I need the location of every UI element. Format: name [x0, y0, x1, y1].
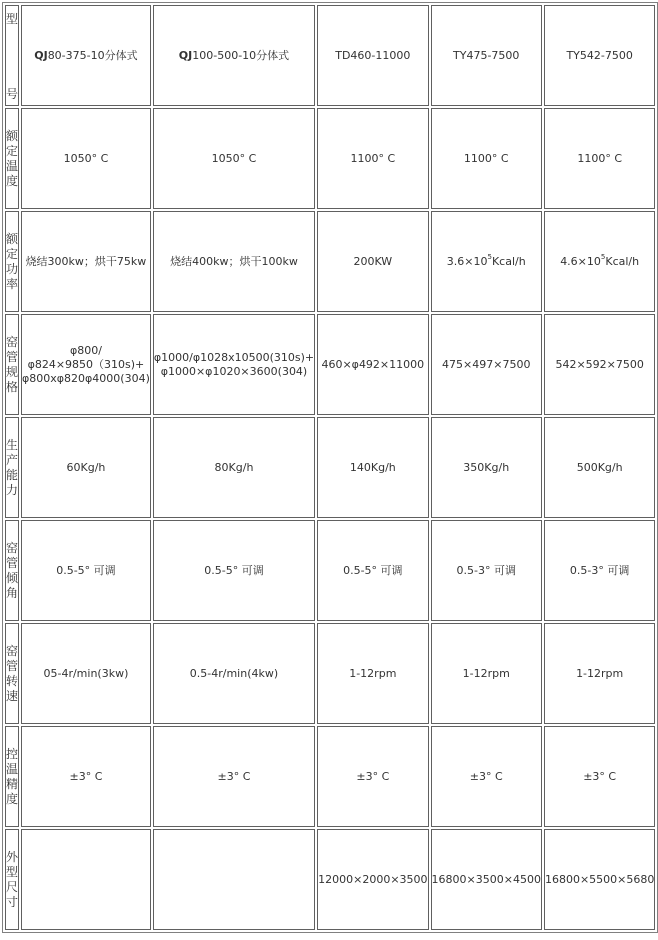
tube-spec-line: φ800xφ820φ4000(304): [22, 371, 150, 385]
cell-speed: 1-12rpm: [544, 623, 655, 724]
header-temp-accuracy: 控温精度: [5, 726, 19, 827]
row-dimensions: [5, 829, 655, 930]
model-name: 80-375-10分体式: [47, 48, 138, 62]
cell-temp-accuracy: ±3° C: [21, 726, 151, 827]
cell-tube-spec: [153, 314, 315, 415]
power-base: 4.6×10: [560, 254, 601, 268]
row-speed: [5, 623, 655, 724]
tube-spec-line: φ824×9850（310s)+: [27, 357, 145, 371]
cell-rated-temp: 1050° C: [153, 108, 315, 209]
cell-tube-spec: 542×592×7500: [544, 314, 655, 415]
row-model: [5, 5, 655, 106]
cell-rated-power: 烧结400kw；烘干100kw: [153, 211, 315, 312]
cell-dimensions: 12000×2000×3500: [317, 829, 428, 930]
cell-capacity: 80Kg/h: [153, 417, 315, 518]
power-exponent: 5: [600, 252, 606, 261]
cell-rated-temp: 1100° C: [431, 108, 542, 209]
cell-model: [431, 5, 542, 106]
cell-rated-temp: 1050° C: [21, 108, 151, 209]
model-name: TY542-7500: [566, 48, 633, 62]
cell-temp-accuracy: ±3° C: [153, 726, 315, 827]
spec-table: [2, 2, 658, 933]
header-rated-power: 额定功率: [5, 211, 19, 312]
cell-capacity: 500Kg/h: [544, 417, 655, 518]
header-rated-temp: 额定温度: [5, 108, 19, 209]
header-model: [5, 5, 19, 106]
cell-speed: 1-12rpm: [431, 623, 542, 724]
cell-dimensions: [153, 829, 315, 930]
row-tube-spec: [5, 314, 655, 415]
cell-tube-spec: 475×497×7500: [431, 314, 542, 415]
power-base: 3.6×10: [446, 254, 488, 268]
cell-dimensions: [21, 829, 151, 930]
header-model-bottom: 号: [6, 87, 19, 101]
row-temp-accuracy: [5, 726, 655, 827]
cell-tilt: 0.5-5° 可调: [21, 520, 151, 621]
header-tilt: 窑管倾角: [5, 520, 19, 621]
row-tilt: [5, 520, 655, 621]
cell-temp-accuracy: ±3° C: [431, 726, 542, 827]
model-prefix: QJ: [34, 48, 48, 62]
power-unit: Kcal/h: [491, 254, 526, 268]
cell-speed: 05-4r/min(3kw): [21, 623, 151, 724]
cell-rated-power: [431, 211, 542, 312]
header-dimensions: 外型尺寸: [5, 829, 19, 930]
cell-model: [544, 5, 655, 106]
cell-model: [153, 5, 315, 106]
cell-tilt: 0.5-5° 可调: [153, 520, 315, 621]
cell-rated-power: 烧结300kw；烘干75kw: [21, 211, 151, 312]
cell-dimensions: 16800×3500×4500: [431, 829, 542, 930]
tube-spec-line: φ1000×φ1020×3600(304): [160, 364, 308, 378]
cell-speed: 0.5-4r/min(4kw): [153, 623, 315, 724]
tube-spec-line: φ1000/φ1028x10500(310s)+: [153, 350, 315, 364]
cell-tilt: 0.5-3° 可调: [431, 520, 542, 621]
row-rated-power: [5, 211, 655, 312]
cell-model: [317, 5, 428, 106]
power-exponent: 5: [487, 252, 492, 261]
header-model-top: 型: [6, 12, 19, 26]
cell-rated-power: 200KW: [317, 211, 428, 312]
power-unit: Kcal/h: [605, 254, 640, 268]
cell-temp-accuracy: ±3° C: [317, 726, 428, 827]
tube-spec-line: φ800/: [69, 343, 102, 357]
header-speed: 窑管转速: [5, 623, 19, 724]
cell-tilt: 0.5-5° 可调: [317, 520, 428, 621]
model-name: 100-500-10分体式: [192, 48, 290, 62]
cell-tilt: 0.5-3° 可调: [544, 520, 655, 621]
cell-dimensions: 16800×5500×5680: [544, 829, 655, 930]
cell-tube-spec: 460×φ492×11000: [317, 314, 428, 415]
cell-temp-accuracy: ±3° C: [544, 726, 655, 827]
cell-capacity: 140Kg/h: [317, 417, 428, 518]
cell-model: [21, 5, 151, 106]
cell-tube-spec: [21, 314, 151, 415]
row-capacity: [5, 417, 655, 518]
cell-rated-power: [544, 211, 655, 312]
cell-capacity: 60Kg/h: [21, 417, 151, 518]
cell-rated-temp: 1100° C: [544, 108, 655, 209]
cell-capacity: 350Kg/h: [431, 417, 542, 518]
cell-speed: 1-12rpm: [317, 623, 428, 724]
cell-rated-temp: 1100° C: [317, 108, 428, 209]
header-capacity: 生产能力: [5, 417, 19, 518]
model-prefix: QJ: [178, 48, 193, 62]
row-rated-temp: [5, 108, 655, 209]
model-name: TD460-11000: [335, 48, 411, 62]
header-tube-spec: 窑管规格: [5, 314, 19, 415]
model-name: TY475-7500: [453, 48, 520, 62]
